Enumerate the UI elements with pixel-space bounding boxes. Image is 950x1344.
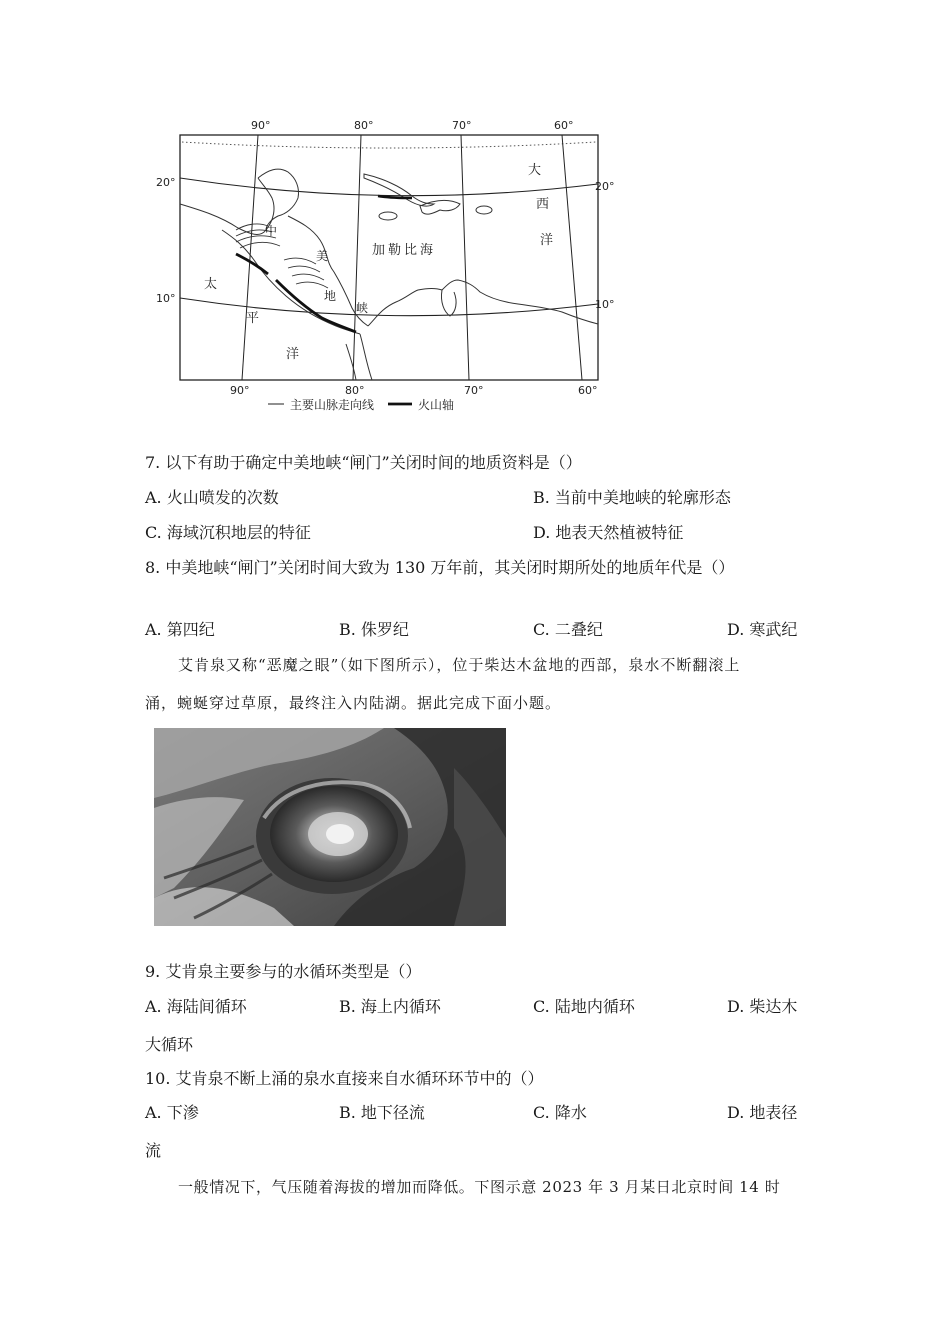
q8-option-d: D. 寒武纪 (727, 620, 798, 639)
q10-option-c: C. 降水 (533, 1103, 587, 1122)
passage-2-line-1: 一般情况下，气压随着海拔的增加而降低。下图示意 2023 年 3 月某日北京时间 14 时 (178, 1178, 781, 1196)
island-hispaniola (420, 200, 460, 214)
longitude-70 (461, 135, 469, 380)
coastline-yucatan (258, 169, 299, 230)
label-pacific-1: 太 (204, 277, 218, 292)
island-cuba (364, 174, 434, 206)
map-dotted-edge (182, 142, 596, 148)
volcanic-axis-2 (276, 280, 356, 332)
lon-label-top-80: 80° (354, 119, 374, 132)
coastline-colombia-2 (346, 344, 356, 380)
label-pacific-3: 洋 (286, 347, 300, 362)
lon-label-top-90: 90° (251, 119, 271, 132)
lon-label-top-70: 70° (452, 119, 472, 132)
latitude-20 (180, 178, 598, 196)
lat-label-right-20: 20° (595, 180, 615, 193)
lat-label-right-10: 10° (595, 298, 615, 311)
q10-option-b: B. 地下径流 (339, 1103, 425, 1122)
legend-volcano-label: 火山轴 (418, 398, 455, 412)
q7-stem: 7. 以下有助于确定中美地峡“闸门”关闭时间的地质资料是（） (145, 453, 582, 472)
q7-option-a: A. 火山喷发的次数 (145, 488, 279, 507)
q7-option-b: B. 当前中美地峡的轮廓形态 (533, 488, 731, 507)
q9-option-c: C. 陆地内循环 (533, 997, 635, 1016)
q7-option-d: D. 地表天然植被特征 (533, 523, 684, 542)
q9-option-a: A. 海陆间循环 (145, 997, 247, 1016)
spring-photo-image (154, 728, 506, 926)
q9-stem: 9. 艾肯泉主要参与的水循环类型是（） (145, 962, 422, 981)
map-figure (150, 112, 615, 417)
lon-label-bottom-60: 60° (578, 384, 598, 397)
label-central-america-4: 峡 (356, 301, 369, 315)
label-central-america-1: 中 (265, 224, 278, 238)
lon-label-bottom-80: 80° (345, 384, 365, 397)
legend-mountain-label: 主要山脉走向线 (290, 398, 375, 412)
passage-1-line-2: 涌，蜿蜒穿过草原，最终注入内陆湖。据此完成下面小题。 (145, 694, 562, 712)
lat-label-left-10: 10° (156, 292, 176, 305)
label-central-america-2: 美 (316, 249, 329, 263)
central-america-map (150, 112, 615, 417)
longitude-80 (353, 135, 361, 380)
label-atlantic-3: 洋 (540, 233, 554, 248)
lat-label-left-20: 20° (156, 176, 176, 189)
label-pacific-2: 平 (246, 311, 260, 326)
label-caribbean: 加勒比海 (372, 243, 437, 258)
q8-option-a: A. 第四纪 (145, 620, 215, 639)
label-atlantic-1: 大 (528, 163, 542, 178)
q8-stem: 8. 中美地峡“闸门”关闭时间大致为 130 万年前，其关闭时期所处的地质年代是（） (145, 558, 735, 577)
longitude-60 (562, 135, 582, 380)
lon-label-bottom-70: 70° (464, 384, 484, 397)
label-atlantic-2: 西 (536, 197, 550, 212)
coastline-mexico (180, 178, 274, 234)
coastline-colombia (360, 334, 372, 380)
q9-option-b: B. 海上内循环 (339, 997, 441, 1016)
q10-option-a: A. 下渗 (145, 1103, 199, 1122)
volcanic-axis-cuba (378, 196, 412, 198)
q8-option-b: B. 侏罗纪 (339, 620, 409, 639)
coastline-south-america (368, 280, 598, 326)
q9-option-d-wrap: 大循环 (145, 1035, 194, 1054)
q9-option-d: D. 柴达木 (727, 997, 798, 1016)
q10-stem: 10. 艾肯泉不断上涌的泉水直接来自水循环环节中的（） (145, 1069, 544, 1088)
island-puerto-rico (476, 206, 492, 214)
lon-label-bottom-90: 90° (230, 384, 250, 397)
q7-option-c: C. 海域沉积地层的特征 (145, 523, 311, 542)
passage-1-line-1: 艾肯泉又称“恶魔之眼”（如下图所示），位于柴达木盆地的西部，泉水不断翻滚上 (178, 656, 741, 674)
lake-maracaibo (441, 290, 456, 316)
lon-label-top-60: 60° (554, 119, 574, 132)
q10-option-d-wrap: 流 (145, 1141, 162, 1160)
q10-option-d: D. 地表径 (727, 1103, 798, 1122)
spring-photo (154, 728, 506, 926)
island-jamaica (379, 212, 397, 220)
q8-option-c: C. 二叠纪 (533, 620, 603, 639)
label-central-america-3: 地 (324, 289, 337, 303)
